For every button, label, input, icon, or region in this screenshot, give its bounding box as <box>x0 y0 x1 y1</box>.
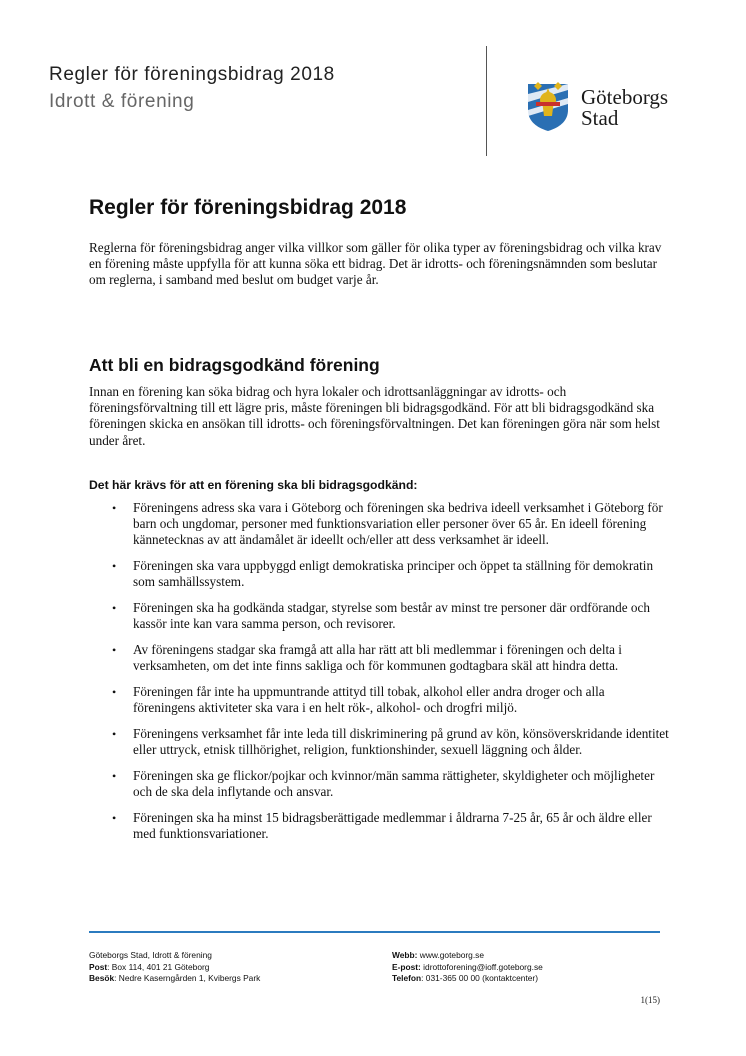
footer-visit: Besök: Nedre Kaserngården 1, Kvibergs Park <box>89 973 261 983</box>
bullet-icon: • <box>112 642 117 657</box>
list-item-text: Föreningen får inte ha uppmuntrande attityd till tobak, alkohol eller andra droger och alla föreningens aktiviteter ska vara i en helt rök-, alkohol- och drogfri miljö. <box>133 683 605 716</box>
bullet-icon: • <box>112 726 117 741</box>
logo-line-2: Stad <box>581 106 619 130</box>
footer-left <box>89 950 260 985</box>
list-item-text: Föreningen ska vara uppbyggd enligt demokratiska principer och öppet ta ställning för demokratin som samhällssystem. <box>133 558 654 590</box>
list-item <box>89 684 669 716</box>
footer-phone: Telefon: 031-365 00 00 (kontaktcenter) <box>392 973 539 983</box>
bullet-icon: • <box>112 601 117 616</box>
list-item <box>89 600 669 632</box>
city-coat-of-arms-icon <box>524 80 572 132</box>
document-title: Regler för föreningsbidrag 2018 <box>89 196 407 219</box>
requirements-heading: Det här krävs för att en förening ska bli bidragsgodkänd: <box>89 478 418 492</box>
bullet-icon: • <box>112 810 117 825</box>
header-title: Regler för föreningsbidrag 2018 <box>49 64 335 85</box>
requirements-list <box>89 500 669 851</box>
header-subtitle: Idrott & förening <box>49 91 195 112</box>
list-item-text: Föreningens verksamhet får inte leda till diskriminering på grund av kön, könsöverskridande identitet eller uttryck, etnisk tillhörighet, religion, funktionshinder, sexuell läggning och ålder. <box>133 725 669 757</box>
section-heading: Att bli en bidragsgodkänd förening <box>89 355 380 375</box>
list-item-text: Av föreningens stadgar ska framgå att alla har rätt att bli medlemmar i föreningen och delta i verksamheten, om det inte finns sakliga och för kommunen godtagbara skäl att hindra detta. <box>133 641 622 674</box>
city-logo-text <box>581 87 668 129</box>
list-item <box>89 500 669 549</box>
list-item <box>89 726 669 758</box>
footer-org: Göteborgs Stad, Idrott & förening <box>89 950 212 960</box>
list-item-text: Föreningen ska ha minst 15 bidragsberättigade medlemmar i åldrarna 7-25 år, 65 år och äldre eller med funktionsvariationer. <box>133 809 652 841</box>
footer-right <box>392 950 543 985</box>
list-item <box>89 768 669 800</box>
list-item-text: Föreningens adress ska vara i Göteborg och föreningen ska bedriva ideell verksamhet i Göteborg för barn och ungdomar, personer med funktionsvariation eller personer över 65 år. En ideell förening kännetecknas av att ändamålet är ideellt och/eller att dess verksamhet är ideell. <box>133 500 663 548</box>
header-divider <box>486 46 487 156</box>
list-item <box>89 558 669 590</box>
page-number: 1(15) <box>640 995 660 1005</box>
logo-line-1: Göteborgs <box>581 85 669 109</box>
footer-email[interactable]: E-post: idrottoforening@ioff.goteborg.se <box>392 961 543 972</box>
bullet-icon: • <box>112 684 117 699</box>
list-item <box>89 642 669 674</box>
bullet-icon: • <box>112 501 117 515</box>
footer-divider <box>89 931 660 933</box>
bullet-icon: • <box>112 768 117 783</box>
list-item-text: Föreningen ska ha godkända stadgar, styrelse som består av minst tre personer där ordförande och kassör inte kan vara samma person, och revisorer. <box>133 600 650 632</box>
bullet-icon: • <box>112 559 117 574</box>
footer-web[interactable]: Webb: www.goteborg.se <box>392 950 485 960</box>
footer-post: Post: Box 114, 401 21 Göteborg <box>89 961 210 972</box>
list-item <box>89 810 669 842</box>
list-item-text: Föreningen ska ge flickor/pojkar och kvinnor/män samma rättigheter, skyldigheter och möjligheter och de ska dela inflytande och ansvar. <box>133 767 655 799</box>
intro-paragraph: Reglerna för föreningsbidrag anger vilka villkor som gäller för olika typer av föreningsbidrag och vilka krav en förening måste uppfylla för att kunna söka ett bidrag. Det är idrotts- och föreningsnämnden som beslutar om reglerna, i samband med beslut om budget varje år. <box>89 240 662 288</box>
section-paragraph: Innan en förening kan söka bidrag och hyra lokaler och idrottsanläggningar av idrotts- och föreningsförvaltning till ett lägre pris, måste föreningen bli bidragsgodkänd. För att bli bidragsgodkänd ska föreningen skicka en ansökan till idrotts- och föreningsförvaltningen. Det kan föreningen göra när som helst under året. <box>89 384 660 448</box>
